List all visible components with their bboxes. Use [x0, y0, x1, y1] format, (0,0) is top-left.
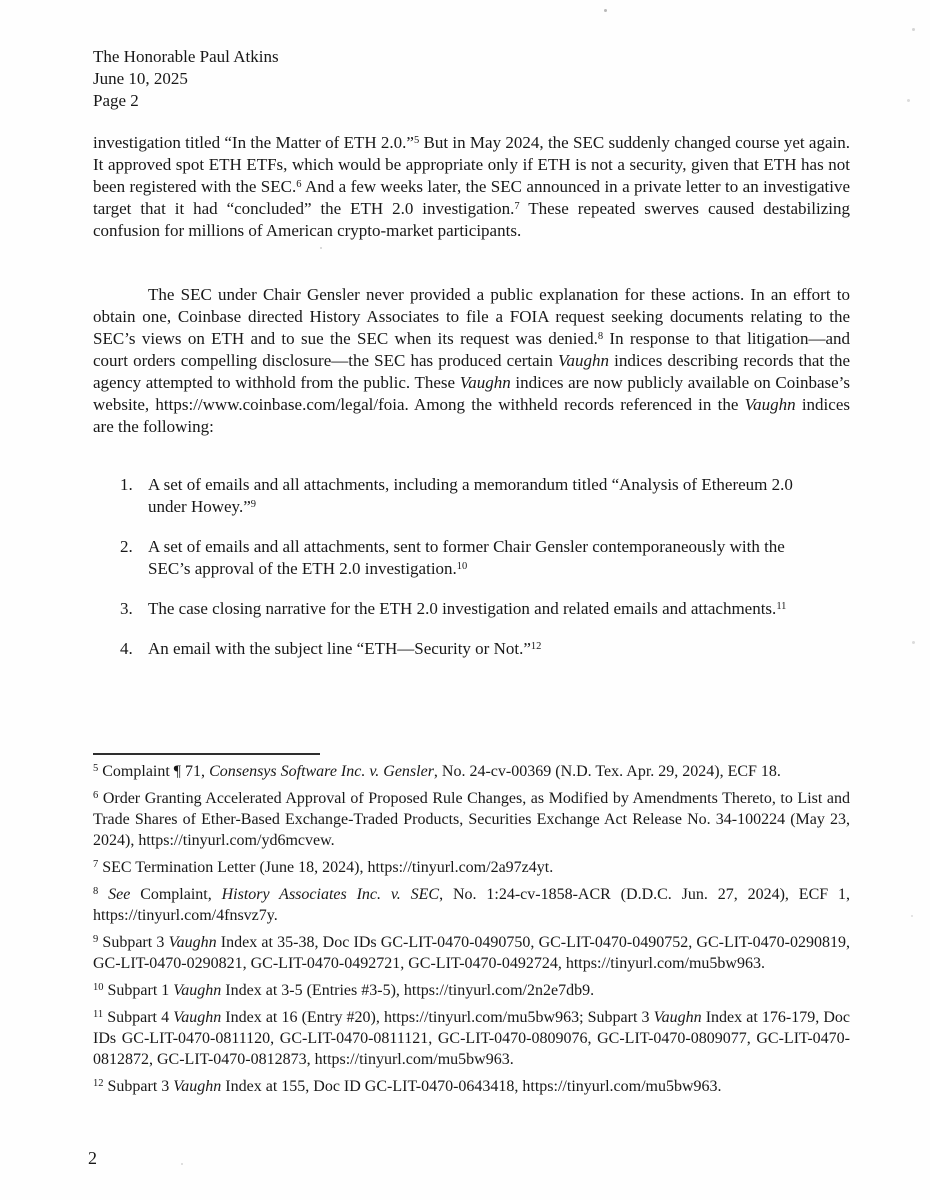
scan-speckle [907, 99, 910, 102]
list-number: 4. [120, 639, 133, 658]
footnote-5: $^5$ Complaint ¶ 71, Consensys Software Inc. v. Gensler, No. 24-cv-00369 (N.D. Tex. Apr. 29, 2024), ECF 18. [93, 763, 781, 780]
withheld-records-list [120, 474, 818, 678]
list-number: 2. [120, 537, 133, 556]
footnotes-section [93, 753, 850, 1097]
page-label-line: Page 2 [93, 91, 139, 110]
letter-header [93, 46, 279, 112]
list-number: 3. [120, 599, 133, 618]
scan-speckle [912, 28, 915, 31]
footnote-11: $^{11}$ Subpart 4 Vaughn Index at 16 (Entry #20), https://tinyurl.com/mu5bw963; Subpart 3 Vaughn Index at 176-179, Doc IDs GC-LIT-0470-0811120, GC-LIT-0470-0811121, GC-LIT-0470-0809076, GC-LIT-0470-0809077, GC-LIT-0470-0812872, GC-LIT-0470-0812873, https://tinyurl.com/mu5bw963. [93, 1009, 850, 1068]
list-item-text: A set of emails and all attachments, including a memorandum titled “Analysis of Ethereum 2.0 under Howey.”$^9$ [148, 475, 793, 516]
date-line: June 10, 2025 [93, 69, 188, 88]
scan-speckle [912, 641, 915, 644]
scan-speckle [181, 1163, 183, 1165]
footnote-8: $^8$ See Complaint, History Associates Inc. v. SEC, No. 1:24-cv-1858-ACR (D.D.C. Jun. 27, 2024), ECF 1, https://tinyurl.com/4fnsvz7y. [93, 886, 851, 924]
list-item-2 [120, 536, 818, 580]
list-item-3 [120, 598, 818, 620]
footnote-7: $^7$ SEC Termination Letter (June 18, 2024), https://tinyurl.com/2a97z4yt. [93, 859, 554, 876]
footnote-10: $^{10}$ Subpart 1 Vaughn Index at 3-5 (Entries #3-5), https://tinyurl.com/2n2e7db9. [93, 982, 595, 999]
list-item-1 [120, 474, 818, 518]
footnote-9: $^9$ Subpart 3 Vaughn Index at 35-38, Doc IDs GC-LIT-0470-0490750, GC-LIT-0470-0490752, GC-LIT-0470-0290819, GC-LIT-0470-0290821, GC-LIT-0470-0492721, GC-LIT-0470-0492724, https://tinyurl.com/mu5bw963. [93, 934, 851, 972]
footnote-12: $^{12}$ Subpart 3 Vaughn Index at 155, Doc ID GC-LIT-0470-0643418, https://tinyurl.com/mu5bw963. [93, 1078, 722, 1095]
page-number: 2 [88, 1148, 97, 1168]
recipient-line: The Honorable Paul Atkins [93, 47, 279, 66]
list-number: 1. [120, 475, 133, 494]
scan-speckle [320, 247, 322, 249]
scan-speckle [604, 9, 607, 12]
paragraph-eth-investigation: investigation titled “In the Matter of ETH 2.0.”$^5$ But in May 2024, the SEC suddenly changed course yet again. It approved spot ETH ETFs, which would be appropriate only if ETH is not a security, given that ETH has not been registered with the SEC.$^6$ And a few weeks later, the SEC announced in a private letter to an investigative target that it had “concluded” the ETH 2.0 investigation.$^7$ These repeated swerves caused destabilizing confusion for millions of American crypto-market participants. [93, 133, 850, 240]
list-item-text: An email with the subject line “ETH—Security or Not.”$^{12}$ [148, 639, 542, 658]
scan-speckle [911, 915, 913, 917]
paragraph-foia-vaughn: The SEC under Chair Gensler never provided a public explanation for these actions. In an effort to obtain one, Coinbase directed History Associates to file a FOIA request seeking documents relating to the SEC’s views on ETH and to sue the SEC when its request was denied.$^8$ In response to that litigation—and court orders compelling disclosure—the SEC has produced certain Vaughn indices describing records that the agency attempted to withhold from the public. These Vaughn indices are now publicly available on Coinbase’s website, https://www.coinbase.com/legal/foia. Among the withheld records referenced in the Vaughn indices are the following: [93, 285, 850, 436]
list-item-4 [120, 638, 818, 660]
list-item-text: The case closing narrative for the ETH 2.0 investigation and related emails and attachments.$^{11}$ [148, 599, 787, 618]
list-item-text: A set of emails and all attachments, sent to former Chair Gensler contemporaneously with the SEC’s approval of the ETH 2.0 investigation.$^{10}$ [148, 537, 785, 578]
footnote-separator-rule [93, 753, 320, 755]
footnote-6: $^6$ Order Granting Accelerated Approval of Proposed Rule Changes, as Modified by Amendments Thereto, to List and Trade Shares of Ether-Based Exchange-Traded Products, Securities Exchange Act Release No. 34-100224 (May 23, 2024), https://tinyurl.com/yd6mcvew. [93, 790, 850, 849]
